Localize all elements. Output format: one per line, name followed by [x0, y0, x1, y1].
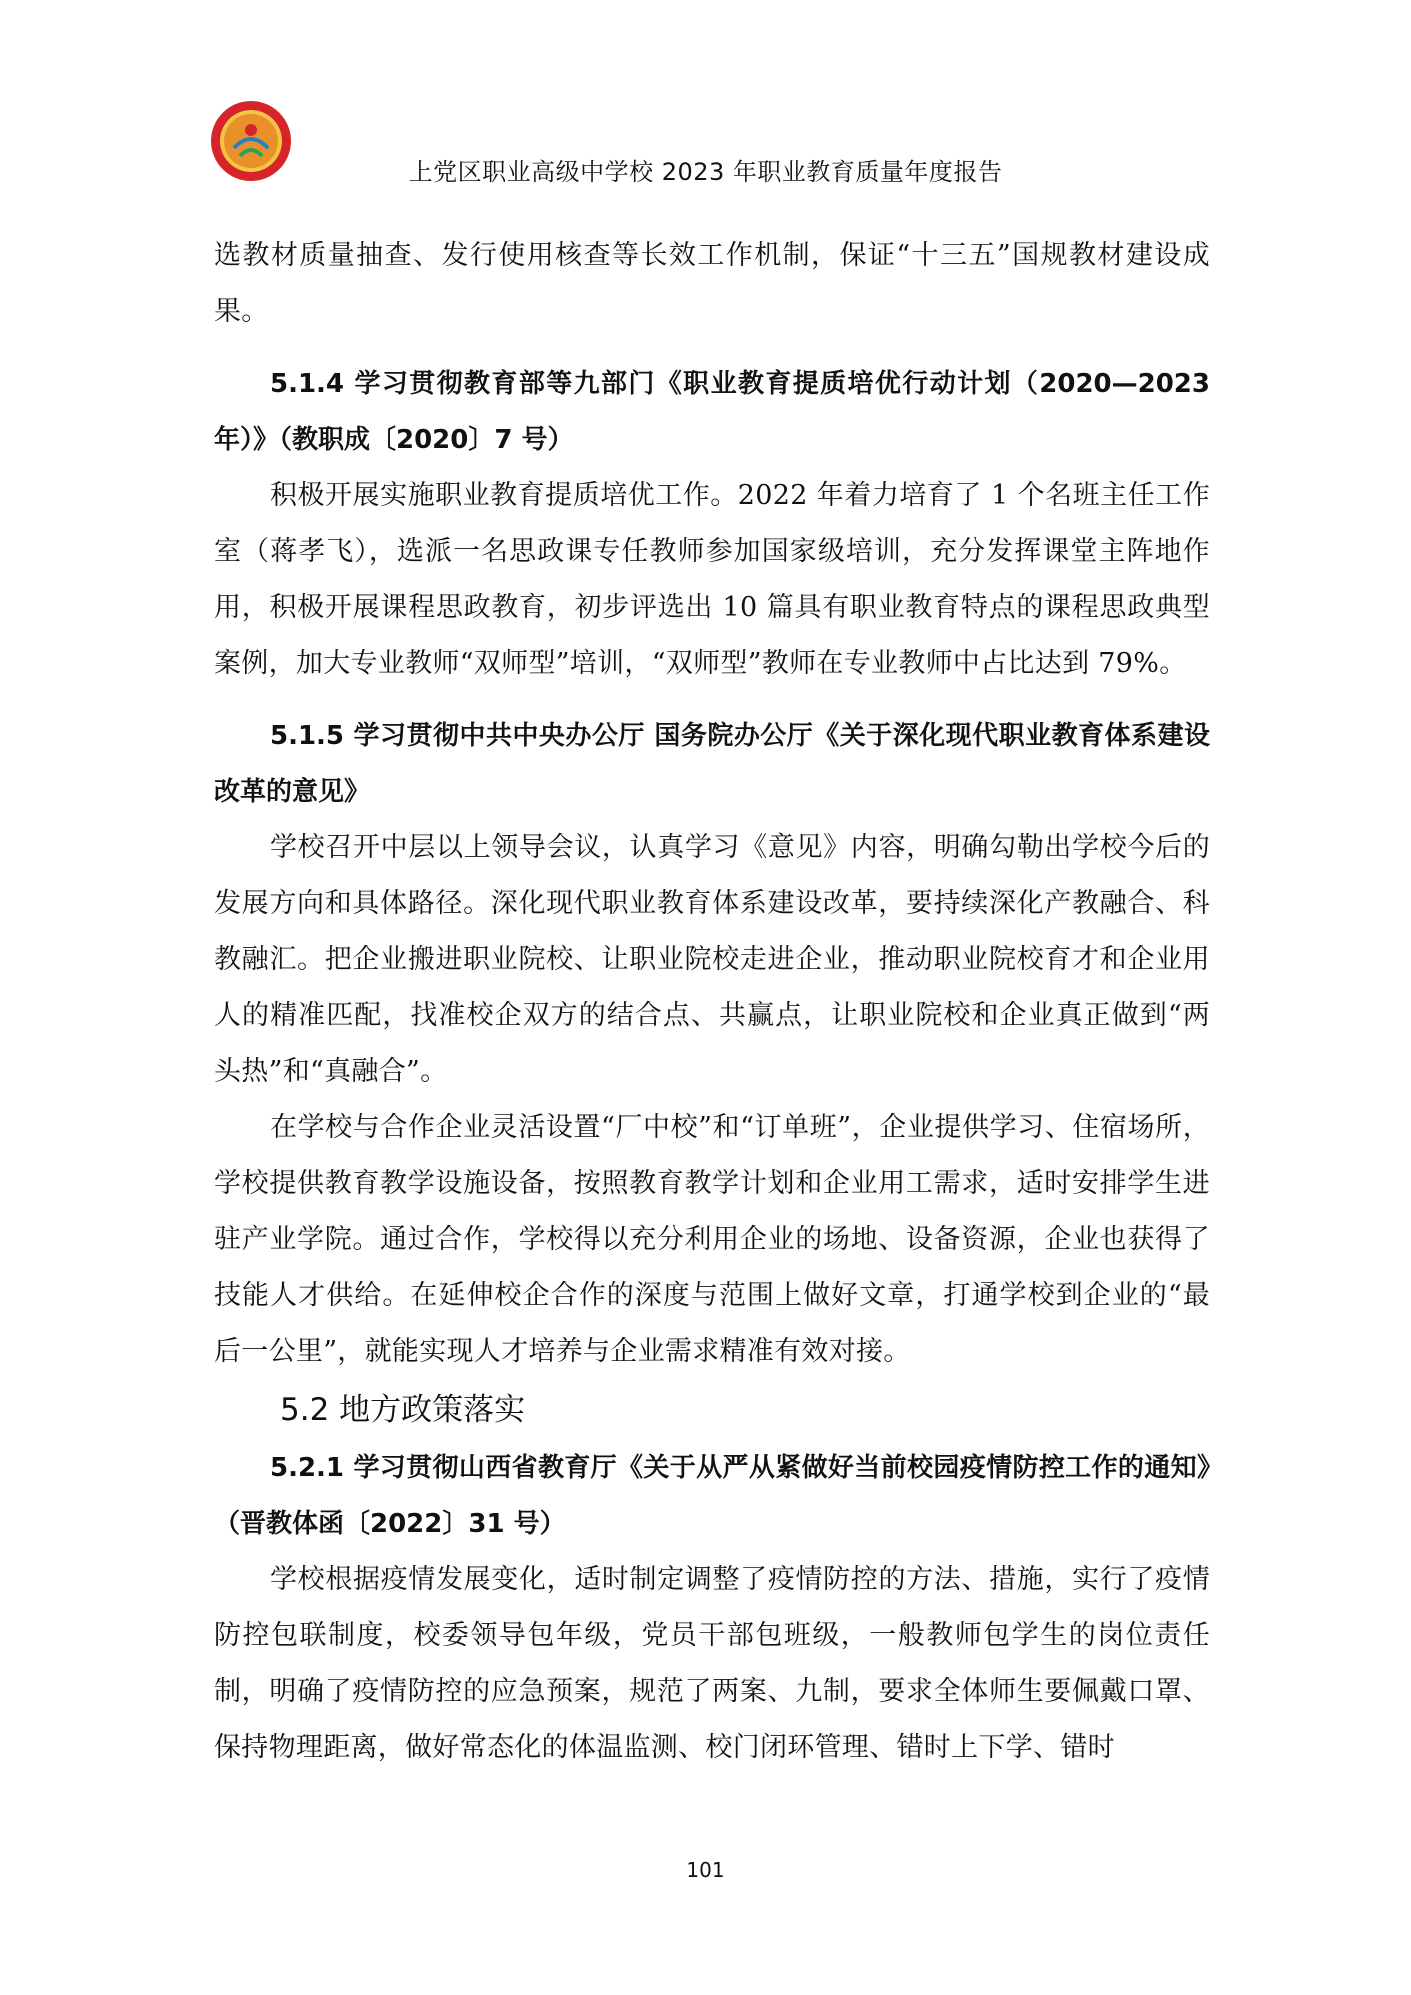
paragraph-textbook-quality: 选教材质量抽查、发行使用核查等长效工作机制，保证“十三五”国规教材建设成果。 [214, 240, 1210, 327]
heading-5-1-5: 5.1.5 学习贯彻中共中央办公厅 国务院办公厅《关于深化现代职业教育体系建设改革的意见》 [214, 721, 1210, 807]
heading-5-2: 5.2 地方政策落实 [280, 1392, 526, 1428]
paragraph-epidemic-control: 学校根据疫情发展变化，适时制定调整了疫情防控的方法、措施，实行了疫情防控包联制度，校委领导包年级，党员干部包班级，一般教师包学生的岗位责任制，明确了疫情防控的应急预案，规范了两案、九制，要求全体师生要佩戴口罩、保持物理距离，做好常态化的体温监测、校门闭环管理、错时上下学、错时 [214, 1564, 1210, 1763]
document-body [214, 228, 1210, 1776]
paragraph-system-reform: 学校召开中层以上领导会议，认真学习《意见》内容，明确勾勒出学校今后的发展方向和具体路径。深化现代职业教育体系建设改革，要持续深化产教融合、科教融汇。把企业搬进职业院校、让职业院校走进企业，推动职业院校育才和企业用人的精准匹配，找准校企双方的结合点、共赢点，让职业院校和企业真正做到“两头热”和“真融合”。 [214, 832, 1210, 1087]
heading-5-2-1: 5.2.1 学习贯彻山西省教育厅《关于从严从紧做好当前校园疫情防控工作的通知》（晋教体函〔2022〕31 号） [214, 1453, 1210, 1539]
header-title: 上党区职业高级中学校 2023 年职业教育质量年度报告 [408, 158, 1003, 186]
paragraph-school-enterprise: 在学校与合作企业灵活设置“厂中校”和“订单班”，企业提供学习、住宿场所，学校提供教育教学设施设备，按照教育教学计划和企业用工需求，适时安排学生进驻产业学院。通过合作，学校得以充分利用企业的场地、设备资源，企业也获得了技能人才供给。在延伸校企合作的深度与范围上做好文章，打通学校到企业的“最后一公里”，就能实现人才培养与企业需求精准有效对接。 [214, 1112, 1210, 1367]
paragraph-quality-improvement: 积极开展实施职业教育提质培优工作。2022 年着力培育了 1 个名班主任工作室（蒋孝飞），选派一名思政课专任教师参加国家级培训，充分发挥课堂主阵地作用，积极开展课程思政教育，初步评选出 10 篇具有职业教育特点的课程思政典型案例，加大专业教师“双师型”培训，“双师型”教师在专业教师中占比达到 79%。 [214, 480, 1210, 679]
page-number: 101 [686, 1858, 725, 1882]
heading-5-1-4: 5.1.4 学习贯彻教育部等九部门《职业教育提质培优行动计划（2020—2023 年）》（教职成〔2020〕7 号） [214, 369, 1210, 455]
